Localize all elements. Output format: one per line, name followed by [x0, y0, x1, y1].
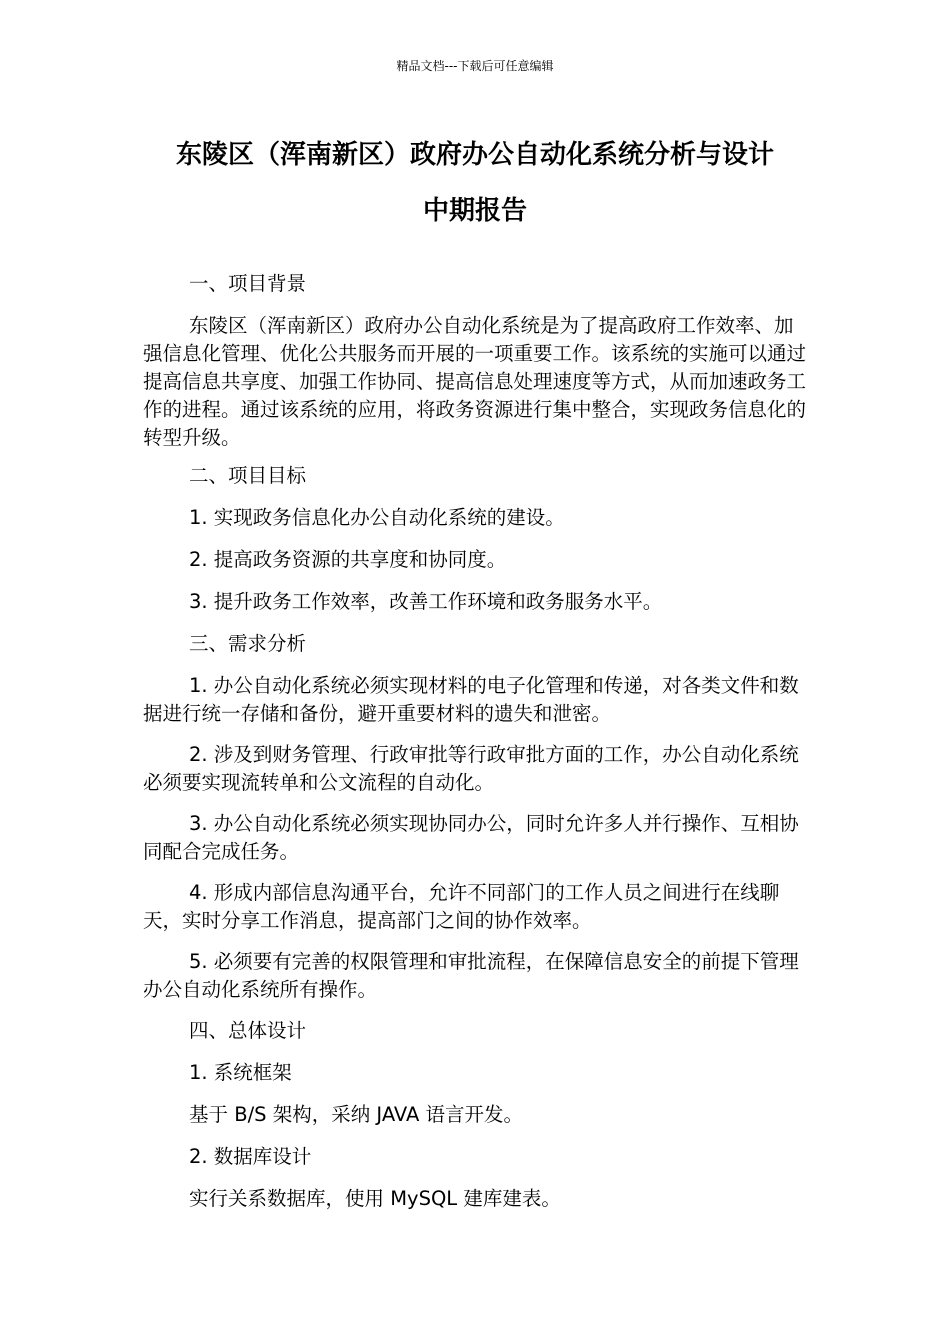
subheading-system-framework: 1. 系统框架 [189, 1061, 292, 1084]
list-item-requirement-5: 5. 必须要有完善的权限管理和审批流程，在保障信息安全的前提下管理办公自动化系统所有操作。 [143, 950, 799, 1001]
section-heading-design: 四、总体设计 [189, 1019, 307, 1042]
section-heading-goals: 二、项目目标 [189, 464, 307, 487]
list-item-requirement-1: 1. 办公自动化系统必须实现材料的电子化管理和传递，对各类文件和数据进行统一存储和备份，避开重要材料的遗失和泄密。 [143, 674, 799, 725]
list-item-goal-1: 1. 实现政务信息化办公自动化系统的建设。 [189, 506, 565, 529]
document-subtitle: 中期报告 [422, 196, 527, 226]
subheading-database-design: 2. 数据库设计 [189, 1145, 312, 1168]
section-heading-requirements: 三、需求分析 [189, 632, 307, 655]
page-header: 精品文档---下载后可任意编辑 [396, 59, 554, 73]
paragraph-background: 东陵区（浑南新区）政府办公自动化系统是为了提高政府工作效率、加强信息化管理、优化公共服务而开展的一项重要工作。该系统的实施可以通过提高信息共享度、加强工作协同、提高信息处理速度等方式，从而加速政务工作的进程。通过该系统的应用，将政务资源进行集中整合，实现政务信息化的转型升级。 [143, 314, 807, 449]
paragraph-framework: 基于 B/S 架构，采纳 JAVA 语言开发。 [189, 1103, 524, 1126]
document-title: 东陵区（浑南新区）政府办公自动化系统分析与设计 [175, 140, 774, 170]
list-item-goal-2: 2. 提高政务资源的共享度和协同度。 [189, 548, 507, 571]
list-item-requirement-3: 3. 办公自动化系统必须实现协同办公，同时允许多人并行操作、互相协同配合完成任务。 [143, 812, 799, 863]
section-heading-background: 一、项目背景 [189, 272, 307, 295]
paragraph-database: 实行关系数据库，使用 MySQL 建库建表。 [189, 1187, 561, 1210]
list-item-goal-3: 3. 提升政务工作效率，改善工作环境和政务服务水平。 [189, 590, 663, 613]
list-item-requirement-4: 4. 形成内部信息沟通平台，允许不同部门的工作人员之间进行在线聊天，实时分享工作消息，提高部门之间的协作效率。 [143, 881, 780, 932]
list-item-requirement-2: 2. 涉及到财务管理、行政审批等行政审批方面的工作，办公自动化系统必须要实现流转单和公文流程的自动化。 [143, 743, 799, 794]
